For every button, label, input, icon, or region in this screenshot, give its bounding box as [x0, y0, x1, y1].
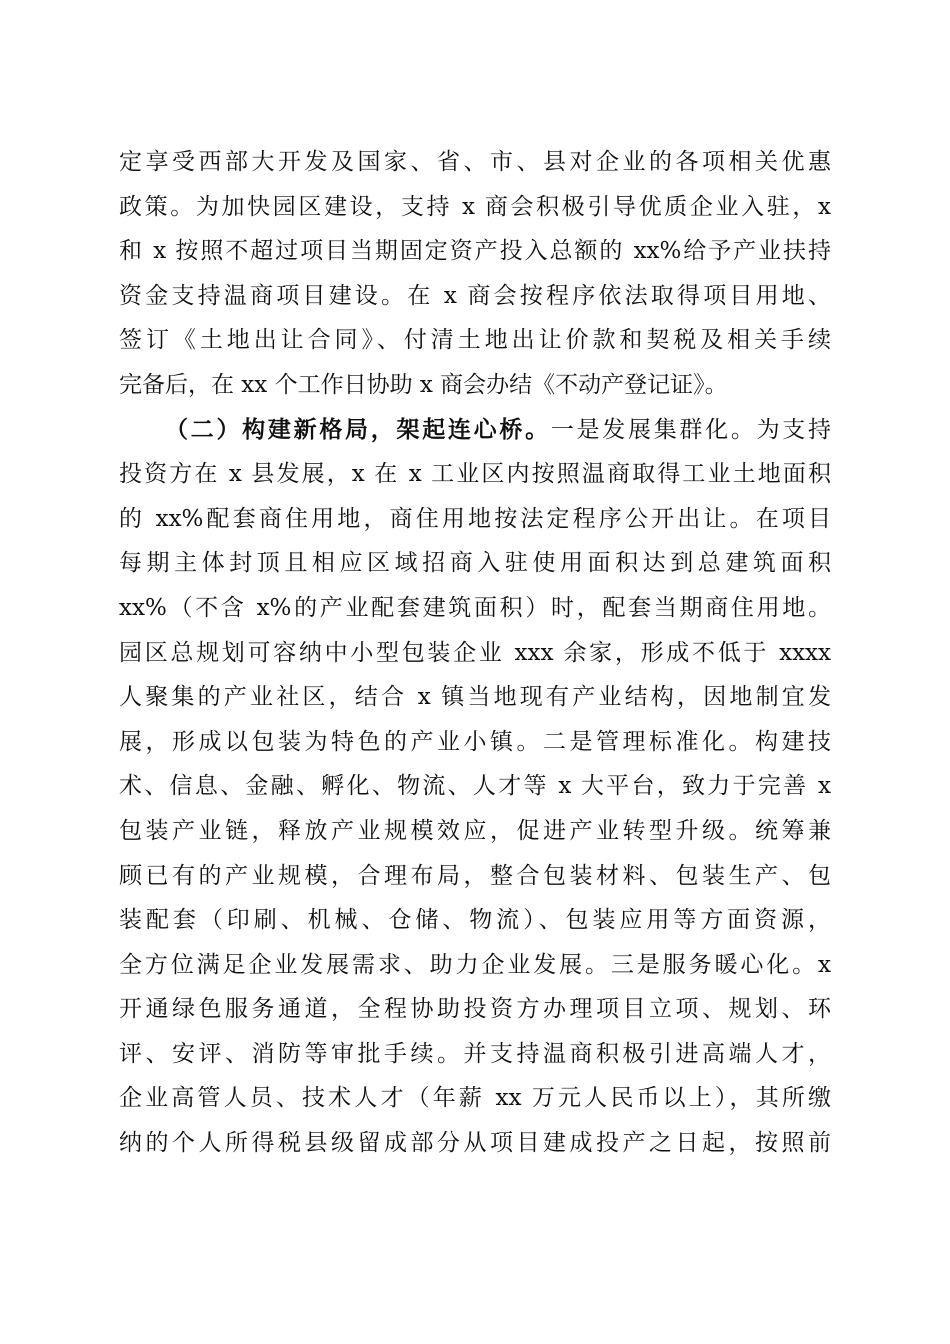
paragraph-line: 人聚集的产业社区，结合 x 镇当地现有产业结构，因地制宜发	[119, 684, 831, 711]
paragraph-line: 装配套（印刷、机械、仓储、物流）、包装应用等方面资源，	[119, 907, 831, 934]
paragraph-line: 的 xx%配套商住用地，商住用地按法定程序公开出让。在项目	[119, 505, 831, 532]
paragraph-line: 包装产业链，释放产业规模效应，促进产业转型升级。统筹兼	[119, 817, 831, 844]
paragraph-line: 纳的个人所得税县级留成部分从项目建成投产之日起，按照前	[119, 1130, 831, 1157]
paragraph-line: 资金支持温商项目建设。在 x 商会按程序依法取得项目用地、	[119, 282, 831, 309]
paragraph-line: 投资方在 x 县发展，x 在 x 工业区内按照温商取得工业土地面积	[119, 461, 831, 488]
paragraph-line: 和 x 按照不超过项目当期固定资产投入总额的 xx%给予产业扶持	[119, 238, 831, 265]
paragraph-line: 定享受西部大开发及国家、省、市、县对企业的各项相关优惠	[119, 149, 831, 175]
paragraph-2	[119, 408, 831, 1166]
paragraph-line: 园区总规划可容纳中小型包装企业 xxx 余家，形成不低于 xxxx	[119, 639, 831, 666]
paragraph-first-line	[119, 408, 831, 453]
paragraph-line: 术、信息、金融、孵化、物流、人才等 x 大平台，致力于完善 x	[119, 773, 831, 800]
paragraph-1	[119, 140, 831, 408]
paragraph-line: 政策。为加快园区建设，支持 x 商会积极引导优质企业入驻，x	[119, 193, 831, 220]
paragraph-line: 顾已有的产业规模，合理布局，整合包装材料、包装生产、包	[119, 862, 831, 889]
section-heading: （二）构建新格局，架起连心桥。	[165, 415, 551, 443]
paragraph-line: 开通绿色服务通道，全程协助投资方办理项目立项、规划、环	[119, 996, 831, 1023]
paragraph-line: 全方位满足企业发展需求、助力企业发展。三是服务暖心化。x	[119, 951, 831, 978]
paragraph-line: 企业高管人员、技术人才（年薪 xx 万元人民币以上），其所缴	[119, 1085, 831, 1112]
paragraph-line: xx%（不含 x%的产业配套建筑面积）时，配套当期商住用地。	[119, 594, 831, 621]
paragraph-line: 评、安评、消防等审批手续。并支持温商积极引进高端人才，	[119, 1040, 831, 1067]
paragraph-line: 完备后，在 xx 个工作日协助 x 商会办结《不动产登记证》。	[119, 371, 728, 398]
paragraph-line: 每期主体封顶且相应区域招商入驻使用面积达到总建筑面积	[119, 550, 831, 577]
document-body	[119, 140, 831, 1166]
paragraph-line: 展，形成以包装为特色的产业小镇。二是管理标准化。构建技	[119, 728, 831, 755]
paragraph-line: 签订《土地出让合同》、付清土地出让价款和契税及相关手续	[119, 327, 831, 354]
paragraph-line-rest: 一是发展集群化。为支持	[550, 416, 831, 443]
